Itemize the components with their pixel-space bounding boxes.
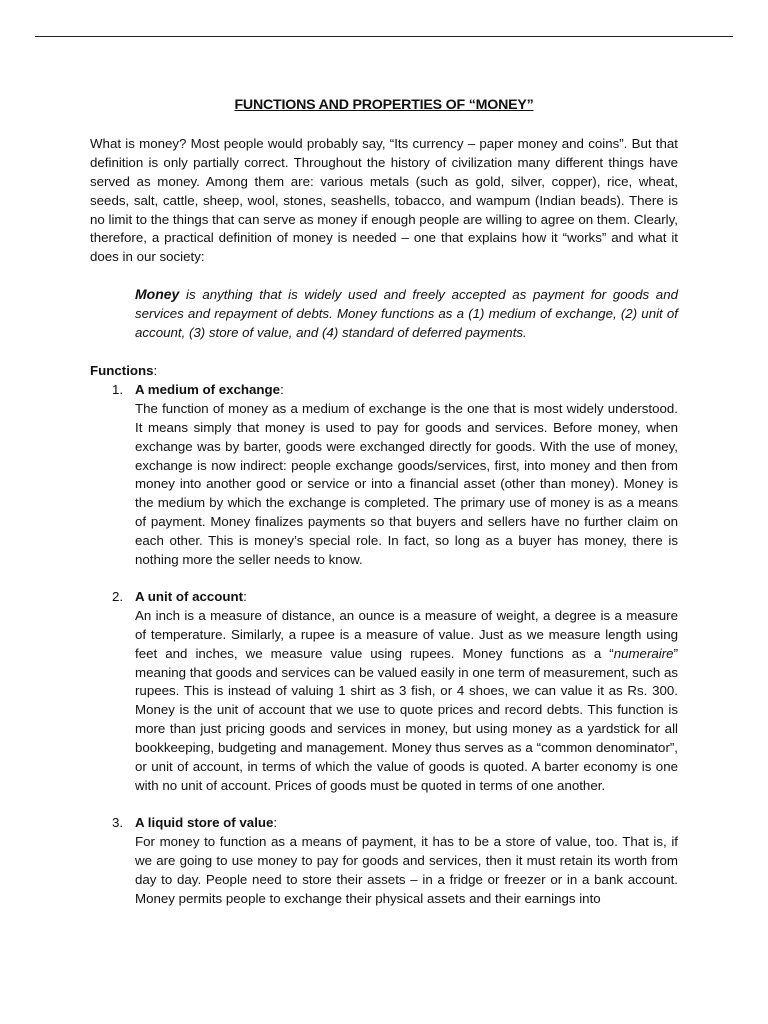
- functions-heading: [90, 362, 678, 381]
- list-number: 1.: [112, 381, 124, 397]
- item-body: For money to function as a means of payment, it has to be a store of value, too. That is, if we are going to use money to pay for goods and services, then it must retain its worth from day to day. People need to store their assets – in a fridge or freezer or in a bank account. Money permits people to exchange their physical assets and their earnings into: [135, 833, 678, 906]
- list-number: 3.: [112, 814, 124, 830]
- document-title: FUNCTIONS AND PROPERTIES OF “MONEY”: [234, 97, 534, 113]
- item-title-text: A medium of exchange: [135, 381, 281, 397]
- document-page: [90, 96, 678, 908]
- list-number: 2.: [112, 588, 124, 604]
- money-definition: [135, 285, 678, 343]
- item-title-colon: :: [273, 814, 278, 830]
- item-title-text: A unit of account: [135, 588, 244, 604]
- item-title-colon: :: [243, 588, 247, 604]
- item-body-text: ” meaning that goods and services can be valued easily in one term of measurement, such as rupees. This is instead of valuing 1 shirt as 3 fish, or 4 shoes, we can value it as Rs. 300. Money is the unit of account that we use to quote prices and record debts. This function is more than just pricing goods and services in money, but using money as a yardstick for all bookkeeping, budgeting and management. Money thus serves as a “common denominator”, or unit of account, in terms of which the value of goods is quoted. A barter economy is one with no unit of account. Prices of goods must be quoted in terms of one another.: [135, 645, 678, 793]
- item-title-colon: :: [280, 381, 284, 397]
- list-item: [90, 588, 678, 796]
- item-body: The function of money as a medium of exchange is the one that is most widely understood. It means simply that money is used to pay for goods and services. Before money, when exchange was by barter, goods were exchanged directly for goods. With the use of money, exchange is now indirect: people exchange goods/services, first, into money and then from money into another good or service or into a financial asset (other than money). Money is the medium by which the exchange is completed. The primary use of money is as a means of payment. Money finalizes payments so that buyers and sellers have no further claim on each other. This is money’s special role. In fact, so long as a buyer has money, there is nothing more the seller needs to know.: [135, 400, 678, 568]
- numeraire-term: numeraire: [613, 645, 674, 661]
- item-title: [135, 588, 678, 607]
- item-title: [135, 814, 678, 833]
- list-item: [90, 381, 678, 570]
- definition-term: Money: [135, 286, 180, 303]
- list-item: [90, 814, 678, 909]
- functions-list: [90, 381, 678, 909]
- functions-heading-text: Functions: [90, 362, 154, 378]
- intro-paragraph: What is money? Most people would probably say, “Its currency – paper money and coins”. But that definition is only partially correct. Throughout the history of civilization many different things have served as money. Among them are: various metals (such as gold, silver, copper), rice, wheat, seeds, salt, cattle, sheep, wool, stones, seashells, tobacco, and wampum (Indian beads). There is no limit to the things that can serve as money if enough people are willing to agree on them. Clearly, therefore, a practical definition of money is needed – one that explains how it “works” and what it does in our society:: [90, 135, 678, 265]
- item-body-text: An inch is a measure of distance, an ounce is a measure of weight, a degree is a measure of temperature. Similarly, a rupee is a measure of value. Just as we measure length using feet and inches, we measure value using rupees. Money functions as a “: [135, 607, 678, 661]
- header-rule: [35, 36, 733, 37]
- functions-heading-colon: :: [153, 362, 158, 378]
- item-title: [135, 381, 678, 400]
- item-title-text: A liquid store of value: [135, 814, 274, 830]
- item-body: [135, 607, 678, 796]
- definition-text: is anything that is widely used and freely accepted as payment for goods and services and repayment of debts. Money functions as a (1) medium of exchange, (2) unit of account, (3) store of value, and (4) standard of deferred payments.: [135, 287, 678, 341]
